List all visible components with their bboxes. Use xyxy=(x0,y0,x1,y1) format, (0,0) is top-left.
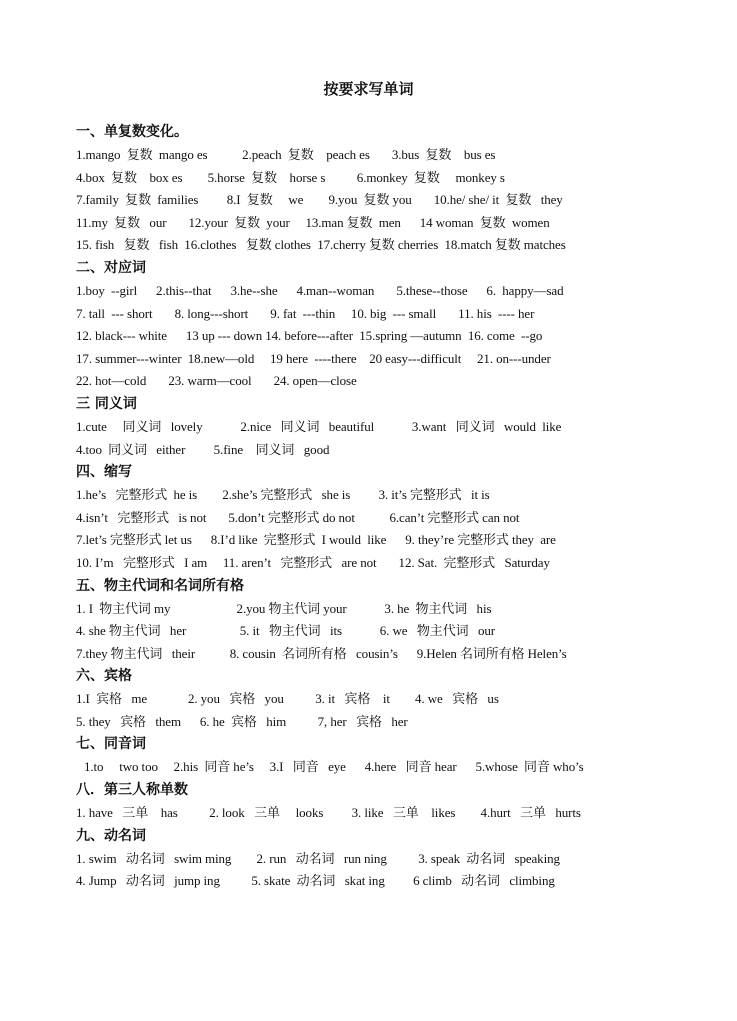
section-heading: 二、对应词 xyxy=(76,259,146,276)
section-heading: 六、宾格 xyxy=(76,668,132,685)
exercise-line-text: 1.mango 复数 mango es 2.peach 复数 peach es 3.bus 复数 bus es xyxy=(76,147,496,162)
section-6 xyxy=(76,665,666,733)
section-7 xyxy=(76,733,666,779)
exercise-line xyxy=(76,529,666,552)
exercise-line xyxy=(76,370,666,393)
exercise-line xyxy=(76,848,666,871)
exercise-line-text: 7.family 复数 families 8.I 复数 we 9.you 复数 you 10.he/ she/ it 复数 they xyxy=(76,192,563,208)
section-2 xyxy=(76,257,666,393)
exercise-line-text: 11.my 复数 our 12.your 复数 your 13.man 复数 men 14 woman 复数 women xyxy=(76,214,550,230)
exercise-line xyxy=(76,348,666,371)
exercise-line-text: 22. hot—cold 23. warm—cool 24. open—close xyxy=(76,373,357,389)
exercise-line-text: 10. I’m 完整形式 I am 11. aren’t 完整形式 are not 12. Sat. 完整形式 Saturday xyxy=(76,554,550,570)
exercise-line xyxy=(76,167,666,190)
exercise-line-text: 7. tall --- short 8. long---short 9. fat ---thin 10. big --- small 11. his ---- her xyxy=(76,305,535,321)
exercise-line xyxy=(76,870,666,893)
exercise-line xyxy=(76,711,666,734)
worksheet-content xyxy=(76,121,666,893)
section-5 xyxy=(76,575,666,666)
exercise-line xyxy=(76,598,666,621)
section-heading: 一、单复数变化。 xyxy=(76,124,188,140)
section-9 xyxy=(76,825,666,893)
exercise-line xyxy=(76,280,666,303)
exercise-line xyxy=(76,144,666,167)
exercise-line-text: 7.let’s 完整形式 let us 8.I’d like 完整形式 I would like 9. they’re 完整形式 they are xyxy=(76,532,556,548)
section-heading: 七、同音词 xyxy=(76,736,146,753)
exercise-line-text: 1.he’s 完整形式 he is 2.she’s 完整形式 she is 3. it’s 完整形式 it is xyxy=(76,487,490,503)
exercise-line xyxy=(76,507,666,530)
exercise-line-text: 1.I 宾格 me 2. you 宾格 you 3. it 宾格 it 4. we 宾格 us xyxy=(76,691,499,707)
exercise-line-text: 4.isn’t 完整形式 is not 5.don’t 完整形式 do not 6.can’t 完整形式 can not xyxy=(76,509,520,525)
section-heading: 三 同义词 xyxy=(76,395,137,412)
page-title: 按要求写单词 xyxy=(323,80,414,98)
exercise-line-text: 17. summer---winter 18.new—old 19 here ----there 20 easy---difficult 21. on---under xyxy=(76,350,551,366)
section-4 xyxy=(76,461,666,574)
exercise-line-text: 1.boy --girl 2.this--that 3.he--she 4.man--woman 5.these--those 6. happy—sad xyxy=(76,282,564,298)
section-heading: 五、物主代词和名词所有格 xyxy=(76,577,244,594)
exercise-line-text: 15. fish 复数 fish 16.clothes 复数 clothes 17.cherry 复数 cherries 18.match 复数 matches xyxy=(76,237,566,253)
exercise-line xyxy=(76,303,666,326)
exercise-line-text: 7.they 物主代词 their 8. cousin 名词所有格 cousin’s 9.Helen 名词所有格 Helen’s xyxy=(76,645,567,661)
section-heading: 八．第三人称单数 xyxy=(76,782,188,799)
exercise-line-text: 1.cute 同义词 lovely 2.nice 同义词 beautiful 3.want 同义词 would like xyxy=(76,418,562,434)
section-3 xyxy=(76,393,666,461)
exercise-line xyxy=(76,643,666,666)
exercise-line-text: 1.to two too 2.his 同音 he’s 3.I 同音 eye 4.here 同音 hear 5.whose 同音 who’s xyxy=(84,759,584,775)
exercise-line-text: 1. have 三单 has 2. look 三单 looks 3. like 三单 likes 4.hurt 三单 hurts xyxy=(76,805,581,821)
exercise-line xyxy=(76,439,666,462)
section-1 xyxy=(76,121,666,257)
exercise-line xyxy=(76,802,666,825)
exercise-line xyxy=(76,756,666,779)
exercise-line-text: 4. Jump 动名词 jump ing 5. skate 动名词 skat ing 6 climb 动名词 climbing xyxy=(76,873,555,889)
exercise-line xyxy=(76,189,666,212)
exercise-line xyxy=(76,620,666,643)
section-heading: 九、动名词 xyxy=(76,827,146,844)
section-8 xyxy=(76,779,666,825)
section-heading: 四、缩写 xyxy=(76,464,132,481)
exercise-line-text: 4. she 物主代词 her 5. it 物主代词 its 6. we 物主代词 our xyxy=(76,623,495,639)
exercise-line-text: 5. they 宾格 them 6. he 宾格 him 7, her 宾格 her xyxy=(76,713,408,729)
exercise-line xyxy=(76,416,666,439)
exercise-line xyxy=(76,552,666,575)
exercise-line-text: 12. black--- white 13 up --- down 14. before---after 15.spring —autumn 16. come --go xyxy=(76,328,543,344)
exercise-line-text: 4.box 复数 box es 5.horse 复数 horse s 6.monkey 复数 monkey s xyxy=(76,169,505,185)
exercise-line-text: 4.too 同义词 either 5.fine 同义词 good xyxy=(76,441,330,457)
exercise-line xyxy=(76,484,666,507)
exercise-line-text: 1. I 物主代词 my 2.you 物主代词 your 3. he 物主代词 his xyxy=(76,600,492,616)
exercise-line xyxy=(76,688,666,711)
exercise-line xyxy=(76,325,666,348)
exercise-line xyxy=(76,212,666,235)
exercise-line-text: 1. swim 动名词 swim ming 2. run 动名词 run ning 3. speak 动名词 speaking xyxy=(76,850,560,866)
exercise-line xyxy=(76,234,666,257)
